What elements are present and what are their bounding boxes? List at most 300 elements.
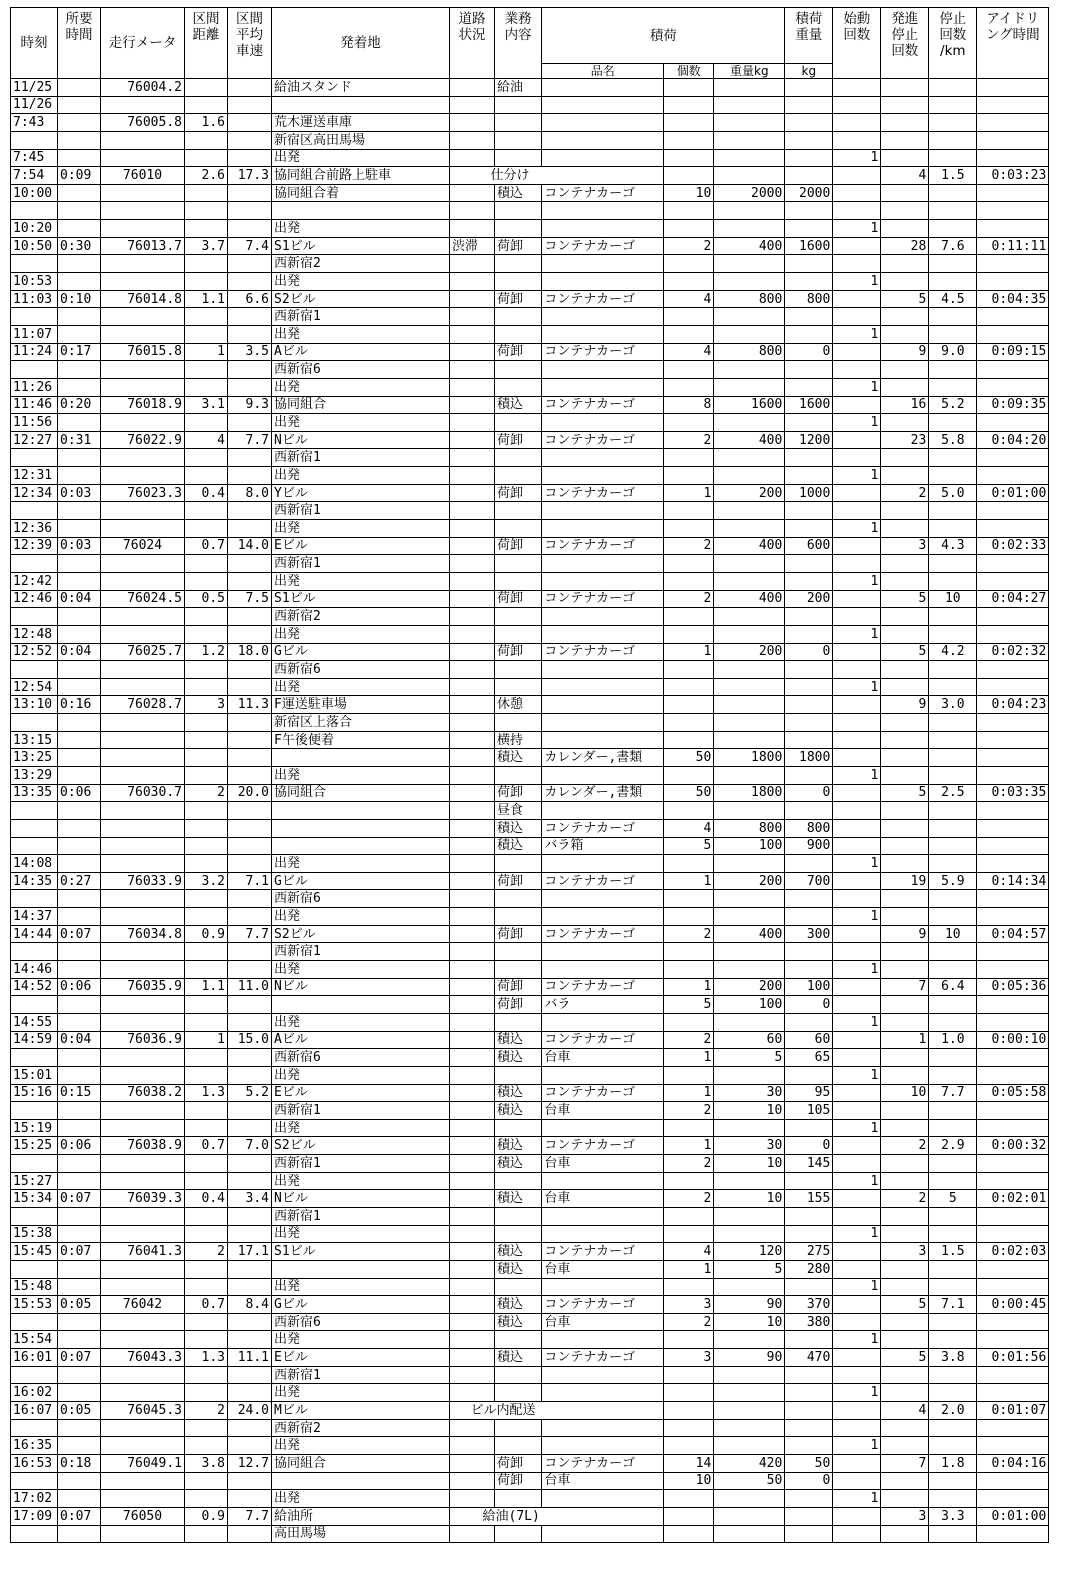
cell-cargo-count: 10 <box>664 1472 714 1490</box>
cell-cargo-count <box>664 1366 714 1384</box>
cell-cargo-item: 台車 <box>542 1049 664 1067</box>
cell-duration <box>58 220 101 238</box>
cell-duration: 0:20 <box>58 396 101 414</box>
cell-distance <box>185 731 228 749</box>
cell-duration <box>58 678 101 696</box>
table-row <box>11 996 1049 1014</box>
table-row <box>11 484 1049 502</box>
cell-cargo-count: 2 <box>664 590 714 608</box>
cell-task <box>495 908 542 926</box>
cell-cargo-weight: 400 <box>714 925 785 943</box>
cell-task <box>495 1525 542 1543</box>
table-row <box>11 608 1049 626</box>
cell-duration <box>58 414 101 432</box>
table-row <box>11 925 1049 943</box>
cell-odometer <box>101 1208 185 1226</box>
cell-task: 積込 <box>495 1084 542 1102</box>
cell-duration <box>58 1490 101 1508</box>
cell-idling <box>977 678 1049 696</box>
cell-distance <box>185 361 228 379</box>
cell-time <box>11 1472 58 1490</box>
cell-stops-per-km <box>929 308 977 326</box>
cell-load-weight <box>785 131 833 149</box>
cell-starts <box>833 978 881 996</box>
cell-starts <box>833 890 881 908</box>
cell-place: 西新宿2 <box>272 1419 450 1437</box>
cell-odometer: 76004.2 <box>101 79 185 97</box>
cell-task <box>495 1013 542 1031</box>
cell-load-weight <box>785 449 833 467</box>
cell-road <box>450 96 495 114</box>
cell-avg-speed <box>228 890 272 908</box>
cell-starts <box>833 290 881 308</box>
cell-odometer <box>101 1525 185 1543</box>
cell-cargo-weight: 200 <box>714 872 785 890</box>
cell-task: 横持 <box>495 731 542 749</box>
cell-stops-per-km <box>929 714 977 732</box>
cell-stops-per-km <box>929 1260 977 1278</box>
cell-road <box>450 1454 495 1472</box>
cell-duration: 0:05 <box>58 1402 101 1420</box>
cell-idling <box>977 467 1049 485</box>
cell-idling <box>977 1331 1049 1349</box>
cell-place: 出発 <box>272 1437 450 1455</box>
cell-stops: 9 <box>881 925 929 943</box>
cell-idling <box>977 1278 1049 1296</box>
cell-cargo-item <box>542 449 664 467</box>
cell-duration <box>58 1066 101 1084</box>
cell-road <box>450 643 495 661</box>
cell-duration <box>58 1525 101 1543</box>
table-row <box>11 396 1049 414</box>
cell-starts <box>833 1296 881 1314</box>
cell-load-weight <box>785 114 833 132</box>
cell-time: 17:09 <box>11 1507 58 1525</box>
cell-task: 荷卸 <box>495 431 542 449</box>
cell-load-weight <box>785 325 833 343</box>
cell-time: 12:42 <box>11 572 58 590</box>
cell-idling <box>977 1066 1049 1084</box>
cell-task: 休憩 <box>495 696 542 714</box>
cell-odometer <box>101 608 185 626</box>
cell-load-weight <box>785 1331 833 1349</box>
cell-road <box>450 872 495 890</box>
cell-odometer <box>101 202 185 220</box>
cell-odometer: 76049.1 <box>101 1454 185 1472</box>
cell-time: 11/25 <box>11 79 58 97</box>
cell-road <box>450 537 495 555</box>
cell-stops <box>881 1525 929 1543</box>
cell-task: 積込 <box>495 1313 542 1331</box>
cell-time: 15:53 <box>11 1296 58 1314</box>
cell-task: 荷卸 <box>495 343 542 361</box>
cell-load-weight <box>785 1507 833 1525</box>
cell-stops <box>881 802 929 820</box>
cell-road <box>450 1084 495 1102</box>
cell-road <box>450 431 495 449</box>
cell-cargo-count: 2 <box>664 237 714 255</box>
cell-cargo-item: バラ箱 <box>542 837 664 855</box>
cell-stops-per-km <box>929 502 977 520</box>
cell-place: 西新宿1 <box>272 943 450 961</box>
cell-road <box>450 484 495 502</box>
cell-road <box>450 114 495 132</box>
cell-cargo-item <box>542 943 664 961</box>
cell-cargo-weight <box>714 202 785 220</box>
cell-distance <box>185 96 228 114</box>
cell-avg-speed <box>228 855 272 873</box>
cell-time <box>11 1102 58 1120</box>
cell-stops-per-km <box>929 361 977 379</box>
cell-cargo-count: 1 <box>664 872 714 890</box>
cell-distance: 0.7 <box>185 1296 228 1314</box>
cell-cargo-weight <box>714 625 785 643</box>
cell-avg-speed <box>228 1490 272 1508</box>
cell-stops: 2 <box>881 1137 929 1155</box>
cell-cargo-count: 2 <box>664 925 714 943</box>
cell-duration <box>58 890 101 908</box>
cell-time: 12:27 <box>11 431 58 449</box>
cell-stops <box>881 908 929 926</box>
cell-starts <box>833 237 881 255</box>
cell-load-weight <box>785 467 833 485</box>
cell-duration <box>58 131 101 149</box>
cell-avg-speed: 17.3 <box>228 167 272 185</box>
header-cargo-item <box>542 64 664 79</box>
table-row <box>11 572 1049 590</box>
cell-distance <box>185 943 228 961</box>
cell-stops-per-km <box>929 1172 977 1190</box>
cell-place: Eビル <box>272 1349 450 1367</box>
cell-task: 荷卸 <box>495 537 542 555</box>
cell-cargo-count <box>664 555 714 573</box>
cell-cargo-item <box>542 1225 664 1243</box>
cell-duration <box>58 1208 101 1226</box>
cell-avg-speed <box>228 1066 272 1084</box>
cell-idling: 0:14:34 <box>977 872 1049 890</box>
cell-duration <box>58 520 101 538</box>
cell-time: 11:24 <box>11 343 58 361</box>
cell-idling: 0:11:11 <box>977 237 1049 255</box>
cell-duration <box>58 1331 101 1349</box>
table-row <box>11 1243 1049 1261</box>
cell-idling <box>977 1472 1049 1490</box>
cell-load-weight <box>785 414 833 432</box>
header-stops-label: 発進 停止 回数 <box>891 11 919 59</box>
cell-idling <box>977 1525 1049 1543</box>
cell-idling <box>977 414 1049 432</box>
cell-duration <box>58 1260 101 1278</box>
cell-avg-speed <box>228 308 272 326</box>
cell-distance <box>185 1208 228 1226</box>
cell-avg-speed <box>228 572 272 590</box>
cell-time: 11:03 <box>11 290 58 308</box>
cell-road <box>450 784 495 802</box>
cell-distance <box>185 661 228 679</box>
cell-odometer <box>101 520 185 538</box>
cell-stops: 16 <box>881 396 929 414</box>
cell-odometer <box>101 449 185 467</box>
cell-road <box>450 731 495 749</box>
cell-task <box>495 1119 542 1137</box>
cell-road <box>450 608 495 626</box>
cell-starts: 1 <box>833 766 881 784</box>
cell-starts: 1 <box>833 1225 881 1243</box>
cell-starts: 1 <box>833 1119 881 1137</box>
cell-task <box>495 1172 542 1190</box>
cell-cargo-item: コンテナカーゴ <box>542 1296 664 1314</box>
cell-duration <box>58 361 101 379</box>
cell-cargo-weight: 400 <box>714 431 785 449</box>
cell-place: 出発 <box>272 1013 450 1031</box>
cell-time <box>11 819 58 837</box>
cell-avg-speed: 6.6 <box>228 290 272 308</box>
cell-stops <box>881 1172 929 1190</box>
cell-load-weight: 370 <box>785 1296 833 1314</box>
cell-starts <box>833 1137 881 1155</box>
cell-cargo-count <box>664 608 714 626</box>
cell-cargo-weight <box>714 1066 785 1084</box>
cell-distance <box>185 1013 228 1031</box>
table-row <box>11 1419 1049 1437</box>
cell-odometer <box>101 1102 185 1120</box>
cell-cargo-item: コンテナカーゴ <box>542 484 664 502</box>
cell-distance <box>185 414 228 432</box>
cell-time: 15:16 <box>11 1084 58 1102</box>
cell-avg-speed: 7.5 <box>228 590 272 608</box>
cell-starts <box>833 1454 881 1472</box>
table-row <box>11 714 1049 732</box>
cell-starts <box>833 643 881 661</box>
cell-starts <box>833 590 881 608</box>
cell-distance: 0.9 <box>185 1507 228 1525</box>
cell-stops-per-km <box>929 625 977 643</box>
cell-starts <box>833 431 881 449</box>
cell-stops <box>881 1278 929 1296</box>
cell-stops: 28 <box>881 237 929 255</box>
cell-avg-speed <box>228 1225 272 1243</box>
cell-stops <box>881 1419 929 1437</box>
cell-avg-speed <box>228 1366 272 1384</box>
cell-place: 荒木運送車庫 <box>272 114 450 132</box>
cell-starts <box>833 449 881 467</box>
table-row <box>11 855 1049 873</box>
cell-odometer <box>101 731 185 749</box>
cell-starts <box>833 202 881 220</box>
header-task-label: 業務 内容 <box>504 11 532 43</box>
cell-cargo-weight <box>714 766 785 784</box>
cell-starts <box>833 1260 881 1278</box>
cell-stops-per-km <box>929 149 977 167</box>
cell-idling <box>977 308 1049 326</box>
cell-road <box>450 1137 495 1155</box>
cell-odometer <box>101 555 185 573</box>
cell-odometer <box>101 325 185 343</box>
cell-cargo-weight: 60 <box>714 1031 785 1049</box>
cell-stops-per-km: 2.5 <box>929 784 977 802</box>
cell-road <box>450 1278 495 1296</box>
cell-starts <box>833 784 881 802</box>
cell-task <box>495 714 542 732</box>
cell-load-weight: 100 <box>785 978 833 996</box>
cell-cargo-weight: 2000 <box>714 184 785 202</box>
cell-stops-per-km <box>929 1384 977 1402</box>
cell-duration <box>58 273 101 291</box>
header-load-weight-label: 積荷 重量 <box>795 11 823 43</box>
cell-load-weight <box>785 1172 833 1190</box>
cell-duration <box>58 961 101 979</box>
cell-odometer <box>101 131 185 149</box>
cell-road <box>450 1260 495 1278</box>
cell-stops-per-km <box>929 678 977 696</box>
cell-starts: 1 <box>833 520 881 538</box>
cell-odometer <box>101 1313 185 1331</box>
cell-starts <box>833 819 881 837</box>
cell-road <box>450 572 495 590</box>
cell-avg-speed <box>228 131 272 149</box>
cell-place: S1ビル <box>272 1243 450 1261</box>
cell-cargo-weight <box>714 1331 785 1349</box>
cell-avg-speed: 3.4 <box>228 1190 272 1208</box>
cell-time: 10:53 <box>11 273 58 291</box>
cell-place: 西新宿6 <box>272 661 450 679</box>
cell-cargo-item: コンテナカーゴ <box>542 1349 664 1367</box>
cell-odometer <box>101 1172 185 1190</box>
cell-stops-per-km <box>929 1066 977 1084</box>
cell-duration <box>58 1278 101 1296</box>
cell-odometer: 76041.3 <box>101 1243 185 1261</box>
cell-place: F運送駐車場 <box>272 696 450 714</box>
cell-starts <box>833 1366 881 1384</box>
cell-avg-speed: 7.7 <box>228 431 272 449</box>
cell-cargo-count: 1 <box>664 1260 714 1278</box>
cell-place: 出発 <box>272 325 450 343</box>
cell-odometer <box>101 1225 185 1243</box>
cell-road <box>450 678 495 696</box>
cell-road <box>450 1102 495 1120</box>
cell-place: 西新宿6 <box>272 1049 450 1067</box>
cell-time: 10:20 <box>11 220 58 238</box>
cell-odometer <box>101 1278 185 1296</box>
cell-cargo-count: 1 <box>664 1084 714 1102</box>
table-row <box>11 1137 1049 1155</box>
cell-avg-speed <box>228 908 272 926</box>
cell-cargo-item: コンテナカーゴ <box>542 1031 664 1049</box>
table-row <box>11 431 1049 449</box>
table-row <box>11 131 1049 149</box>
cell-load-weight: 50 <box>785 1454 833 1472</box>
cell-place <box>272 1472 450 1490</box>
cell-cargo-count <box>664 202 714 220</box>
cell-road <box>450 131 495 149</box>
cell-stops-per-km <box>929 1102 977 1120</box>
cell-odometer <box>101 378 185 396</box>
cell-stops <box>881 467 929 485</box>
cell-stops-per-km <box>929 1331 977 1349</box>
cell-stops <box>881 1331 929 1349</box>
cell-stops: 9 <box>881 696 929 714</box>
cell-idling <box>977 378 1049 396</box>
cell-odometer: 76024 <box>101 537 185 555</box>
table-row <box>11 149 1049 167</box>
cell-cargo-weight: 30 <box>714 1084 785 1102</box>
cell-odometer <box>101 1155 185 1173</box>
cell-load-weight <box>785 255 833 273</box>
cell-idling: 0:00:45 <box>977 1296 1049 1314</box>
cell-stops: 5 <box>881 590 929 608</box>
cell-place: Nビル <box>272 1190 450 1208</box>
cell-cargo-count <box>664 149 714 167</box>
cell-avg-speed: 15.0 <box>228 1031 272 1049</box>
cell-avg-speed <box>228 361 272 379</box>
cell-idling <box>977 837 1049 855</box>
cell-avg-speed <box>228 714 272 732</box>
cell-time <box>11 837 58 855</box>
cell-cargo-item <box>542 149 664 167</box>
cell-cargo-count <box>664 467 714 485</box>
table-row <box>11 1172 1049 1190</box>
cell-cargo-count <box>664 1119 714 1137</box>
cell-load-weight <box>785 731 833 749</box>
cell-road <box>450 79 495 97</box>
cell-load-weight <box>785 1066 833 1084</box>
cell-load-weight: 380 <box>785 1313 833 1331</box>
cell-cargo-count: 14 <box>664 1454 714 1472</box>
header-odometer <box>101 8 185 79</box>
cell-cargo-count: 2 <box>664 537 714 555</box>
cell-cargo-item <box>542 114 664 132</box>
cell-road <box>450 396 495 414</box>
cell-starts: 1 <box>833 1278 881 1296</box>
cell-idling: 0:09:35 <box>977 396 1049 414</box>
cell-avg-speed: 12.7 <box>228 1454 272 1472</box>
cell-idling <box>977 220 1049 238</box>
cell-load-weight: 600 <box>785 537 833 555</box>
cell-road <box>450 943 495 961</box>
cell-cargo-weight: 800 <box>714 290 785 308</box>
cell-time: 12:31 <box>11 467 58 485</box>
cell-odometer: 76038.9 <box>101 1137 185 1155</box>
cell-task <box>495 608 542 626</box>
cell-task: 荷卸 <box>495 643 542 661</box>
cell-stops-per-km <box>929 1437 977 1455</box>
cell-load-weight: 155 <box>785 1190 833 1208</box>
cell-cargo-count <box>664 943 714 961</box>
cell-distance <box>185 890 228 908</box>
cell-idling: 0:04:20 <box>977 431 1049 449</box>
cell-odometer <box>101 1119 185 1137</box>
cell-starts <box>833 537 881 555</box>
cell-road <box>450 1013 495 1031</box>
cell-starts <box>833 484 881 502</box>
cell-place: Mビル <box>272 1402 450 1420</box>
cell-distance: 0.5 <box>185 590 228 608</box>
cell-duration <box>58 819 101 837</box>
cell-road <box>450 202 495 220</box>
cell-duration <box>58 1313 101 1331</box>
cell-duration: 0:06 <box>58 978 101 996</box>
cell-place: 西新宿1 <box>272 308 450 326</box>
cell-load-weight: 1600 <box>785 396 833 414</box>
cell-stops <box>881 731 929 749</box>
cell-distance <box>185 1066 228 1084</box>
cell-odometer <box>101 714 185 732</box>
cell-load-weight: 0 <box>785 784 833 802</box>
cell-road <box>450 555 495 573</box>
cell-task <box>495 467 542 485</box>
cell-cargo-item <box>542 1366 664 1384</box>
cell-road <box>450 890 495 908</box>
